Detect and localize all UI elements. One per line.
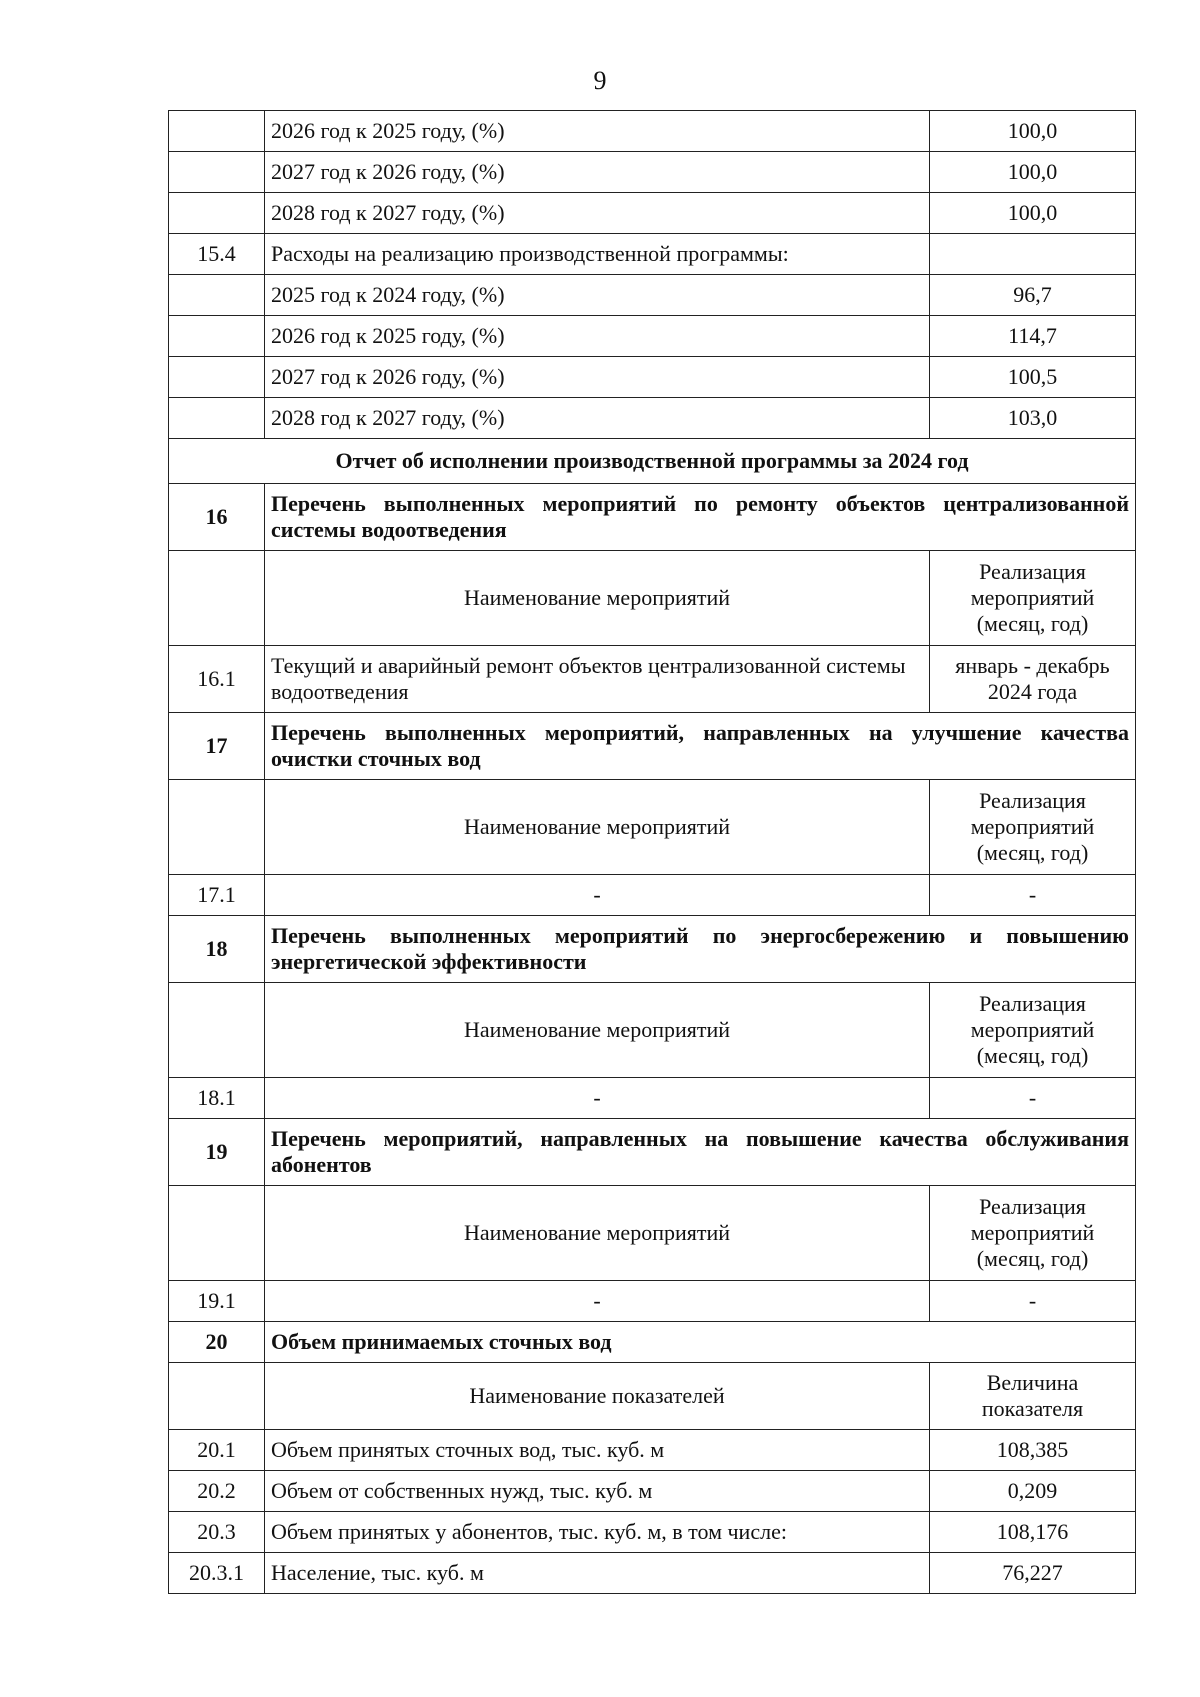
section-header-17	[169, 713, 1136, 780]
column-header-realization: Реализация мероприятий (месяц, год)	[930, 551, 1136, 646]
row-number	[169, 275, 265, 316]
section-header-19	[169, 1119, 1136, 1186]
row-value: 100,0	[930, 193, 1136, 234]
row-value: -	[930, 1078, 1136, 1119]
row-label: 2026 год к 2025 году, (%)	[265, 111, 930, 152]
table-row	[169, 646, 1136, 713]
section-title: Перечень выполненных мероприятий, направленных на улучшение качества очистки сточных вод	[265, 713, 1136, 780]
row-label: -	[265, 875, 930, 916]
column-header-value: Величина показателя	[930, 1363, 1136, 1430]
row-label: 2028 год к 2027 году, (%)	[265, 398, 930, 439]
table-row	[169, 111, 1136, 152]
row-value	[930, 234, 1136, 275]
section-header-16	[169, 484, 1136, 551]
report-title-row	[169, 439, 1136, 484]
section-number: 18	[169, 916, 265, 983]
row-label: 2025 год к 2024 году, (%)	[265, 275, 930, 316]
report-title: Отчет об исполнении производственной программы за 2024 год	[169, 439, 1136, 484]
column-header-row	[169, 1363, 1136, 1430]
row-value: 0,209	[930, 1471, 1136, 1512]
row-number: 18.1	[169, 1078, 265, 1119]
section-number: 16	[169, 484, 265, 551]
row-label: Объем принятых сточных вод, тыс. куб. м	[265, 1430, 930, 1471]
row-value: 76,227	[930, 1553, 1136, 1594]
row-number: 20.2	[169, 1471, 265, 1512]
column-header-realization: Реализация мероприятий (месяц, год)	[930, 1186, 1136, 1281]
row-label: 2027 год к 2026 году, (%)	[265, 152, 930, 193]
row-label: 2027 год к 2026 году, (%)	[265, 357, 930, 398]
column-header-realization: Реализация мероприятий (месяц, год)	[930, 780, 1136, 875]
row-value: -	[930, 875, 1136, 916]
table-row	[169, 1512, 1136, 1553]
row-label: Расходы на реализацию производственной программы:	[265, 234, 930, 275]
row-number	[169, 398, 265, 439]
row-value: 103,0	[930, 398, 1136, 439]
table-row	[169, 1078, 1136, 1119]
column-header-name: Наименование мероприятий	[265, 780, 930, 875]
section-number: 20	[169, 1322, 265, 1363]
section-title: Перечень выполненных мероприятий по ремонту объектов централизованной системы водоотведения	[265, 484, 1136, 551]
column-header-name: Наименование показателей	[265, 1363, 930, 1430]
section-title: Объем принимаемых сточных вод	[265, 1322, 1136, 1363]
row-label: -	[265, 1078, 930, 1119]
row-label: Текущий и аварийный ремонт объектов централизованной системы водоотведения	[265, 646, 930, 713]
section-number: 17	[169, 713, 265, 780]
column-header-row	[169, 1186, 1136, 1281]
section-title: Перечень выполненных мероприятий по энергосбережению и повышению энергетической эффективности	[265, 916, 1136, 983]
table-row	[169, 1430, 1136, 1471]
column-header-name: Наименование мероприятий	[265, 1186, 930, 1281]
row-value: 100,5	[930, 357, 1136, 398]
row-number: 20.1	[169, 1430, 265, 1471]
table-row	[169, 152, 1136, 193]
empty-cell	[169, 1186, 265, 1281]
section-header-20	[169, 1322, 1136, 1363]
row-value: 108,176	[930, 1512, 1136, 1553]
row-value: 114,7	[930, 316, 1136, 357]
section-number: 19	[169, 1119, 265, 1186]
row-value: январь - декабрь 2024 года	[930, 646, 1136, 713]
empty-cell	[169, 551, 265, 646]
table-row	[169, 1471, 1136, 1512]
table-row	[169, 316, 1136, 357]
row-label: 2028 год к 2027 году, (%)	[265, 193, 930, 234]
row-label: 2026 год к 2025 году, (%)	[265, 316, 930, 357]
table-row	[169, 1281, 1136, 1322]
row-value: -	[930, 1281, 1136, 1322]
row-label: -	[265, 1281, 930, 1322]
row-number	[169, 357, 265, 398]
column-header-name: Наименование мероприятий	[265, 551, 930, 646]
row-number: 16.1	[169, 646, 265, 713]
row-value: 100,0	[930, 111, 1136, 152]
empty-cell	[169, 983, 265, 1078]
page-number: 9	[593, 66, 607, 95]
report-table	[168, 110, 1136, 1594]
row-value: 108,385	[930, 1430, 1136, 1471]
row-number: 17.1	[169, 875, 265, 916]
row-label: Население, тыс. куб. м	[265, 1553, 930, 1594]
table-row	[169, 1553, 1136, 1594]
row-number	[169, 152, 265, 193]
row-number: 19.1	[169, 1281, 265, 1322]
row-number: 20.3	[169, 1512, 265, 1553]
table-row	[169, 875, 1136, 916]
row-number	[169, 193, 265, 234]
row-value: 96,7	[930, 275, 1136, 316]
table-row	[169, 357, 1136, 398]
column-header-row	[169, 983, 1136, 1078]
column-header-row	[169, 780, 1136, 875]
row-label: Объем принятых у абонентов, тыс. куб. м, в том числе:	[265, 1512, 930, 1553]
row-number	[169, 111, 265, 152]
column-header-row	[169, 551, 1136, 646]
empty-cell	[169, 780, 265, 875]
table-row	[169, 275, 1136, 316]
row-label: Объем от собственных нужд, тыс. куб. м	[265, 1471, 930, 1512]
row-number: 15.4	[169, 234, 265, 275]
table-row	[169, 398, 1136, 439]
row-value: 100,0	[930, 152, 1136, 193]
column-header-name: Наименование мероприятий	[265, 983, 930, 1078]
section-header-18	[169, 916, 1136, 983]
row-number: 20.3.1	[169, 1553, 265, 1594]
empty-cell	[169, 1363, 265, 1430]
section-title: Перечень мероприятий, направленных на повышение качества обслуживания абонентов	[265, 1119, 1136, 1186]
column-header-realization: Реализация мероприятий (месяц, год)	[930, 983, 1136, 1078]
row-number	[169, 316, 265, 357]
table-row	[169, 193, 1136, 234]
table-row	[169, 234, 1136, 275]
